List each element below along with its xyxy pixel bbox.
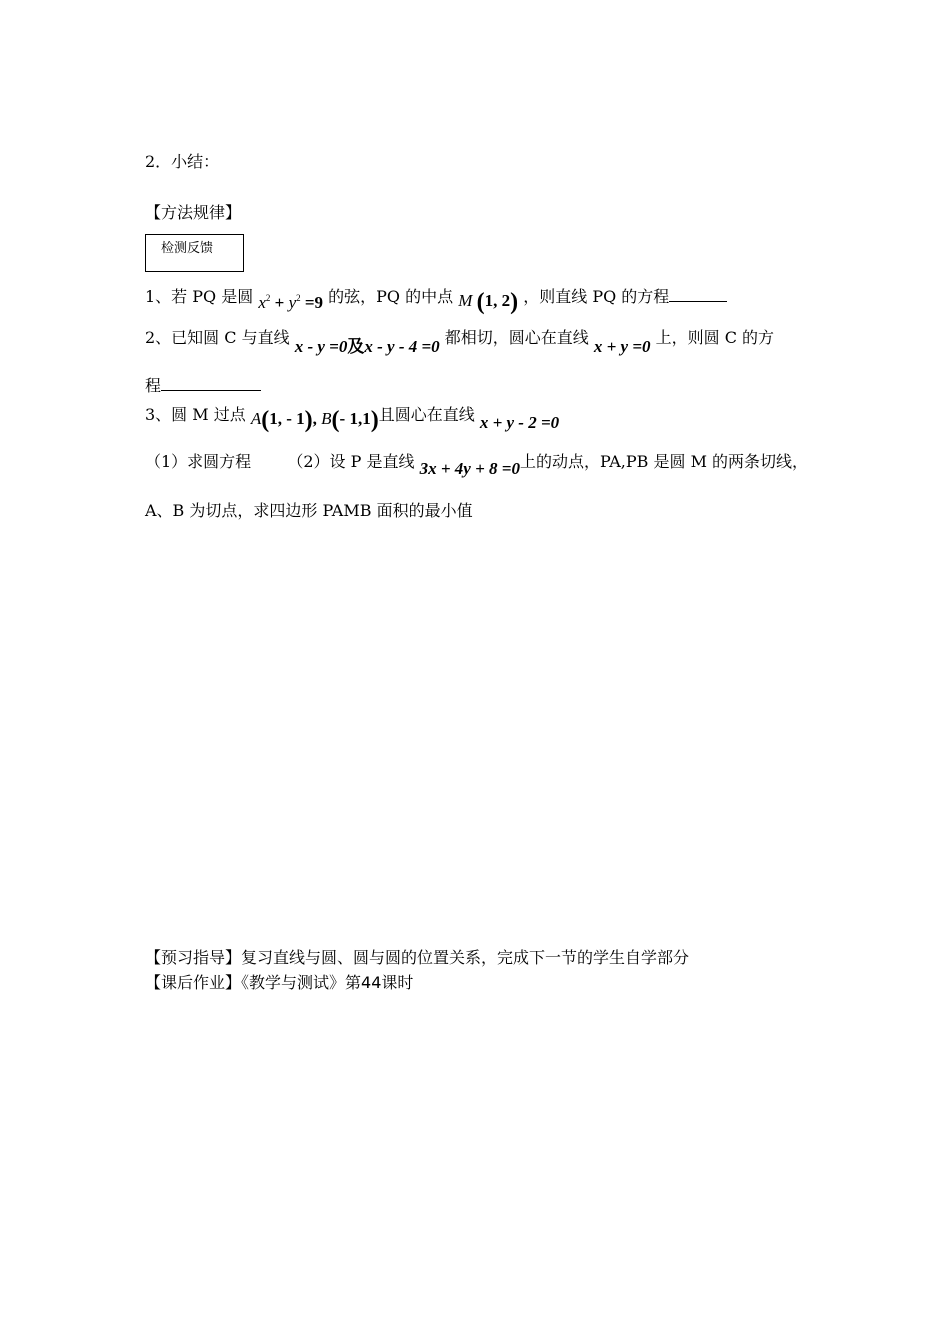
q2-eq2-text: x - y - 4 =0 (364, 337, 440, 356)
question-3 (145, 405, 560, 433)
q1-eq-x: x (258, 293, 266, 312)
q1-suffix: ，则直线 PQ 的方程 (523, 287, 670, 306)
q3-eq-text: x + y - 2 =0 (479, 413, 560, 432)
q3-pb-letter: B (321, 409, 332, 428)
q2-equation-2 (364, 337, 439, 357)
q3-part2-equation (420, 459, 520, 479)
q3-part2-eq-text: 3x + 4y + 8 =0 (419, 459, 520, 478)
q1-paren-close: ) (510, 289, 519, 315)
preview-text: 复习直线与圆、圆与圆的位置关系，完成下一节的学生自学部分 (241, 948, 690, 967)
question-2-continued (145, 376, 261, 396)
method-heading: 【方法规律】 (145, 203, 242, 222)
homework-text: 《教学与测试》第44课时 (241, 973, 414, 992)
preview-label: 【预习指导】 (145, 948, 242, 967)
q2-prefix: 2、已知圆 C 与直线 (145, 328, 290, 347)
q3-pb-coord: - 1,1 (339, 409, 371, 428)
question-1 (145, 282, 727, 315)
q3-prefix: 3、圆 M 过点 (145, 405, 246, 424)
feedback-box (145, 234, 244, 272)
q1-answer-blank[interactable] (669, 287, 727, 302)
q1-paren-open: ( (476, 289, 485, 315)
q2-equation-1 (295, 337, 348, 357)
q3-pb-open: ( (331, 407, 340, 433)
q3-pa-letter: A (250, 409, 262, 428)
question-3-subparts (145, 452, 809, 478)
q3-pa-close: ) (304, 407, 313, 433)
q3-comma: , (312, 409, 317, 428)
q3-point-a (250, 407, 379, 433)
q3-pa-coord: 1, - 1 (269, 409, 305, 428)
q3-part1: （1）求圆方程 (145, 452, 252, 471)
question-2 (145, 328, 775, 356)
q3-part2: （2）设 P 是直线 (287, 452, 415, 471)
q1-point-m-coord: 1, 2 (484, 291, 511, 310)
q1-equation (258, 288, 323, 313)
q1-eq-plus: + (270, 293, 289, 312)
question-3-line2: A、B 为切点，求四边形 PAMB 面积的最小值 (145, 501, 473, 520)
q1-point-m-letter: M (458, 291, 473, 310)
q2-answer-blank[interactable] (161, 376, 261, 391)
feedback-box-label: 检测反馈 (161, 241, 214, 256)
q3-pb-close: ) (370, 407, 379, 433)
q2-equation-3 (594, 337, 651, 357)
q1-eq-sup1: 2 (265, 293, 271, 303)
homework-label: 【课后作业】 (145, 973, 242, 992)
homework (145, 973, 413, 993)
q1-middle: 的弦，PQ 的中点 (328, 287, 454, 306)
q3-middle: 且圆心在直线 (378, 405, 475, 424)
q2-cont: 程 (145, 376, 162, 395)
q1-eq-rest: =9 (300, 293, 324, 312)
q2-eq3-text: x + y =0 (593, 337, 651, 356)
q1-eq-y: y (288, 293, 297, 312)
q1-eq-sup2: 2 (296, 293, 301, 303)
q3-equation (480, 413, 559, 433)
section-summary-heading: 2．小结： (145, 152, 220, 171)
q2-and: 及 (347, 337, 365, 356)
q1-prefix: 1、若 PQ 是圆 (145, 287, 254, 306)
q1-point-m (458, 289, 519, 315)
q3-part2-suffix: 上的动点，PA,PB 是圆 M 的两条切线， (519, 452, 809, 471)
q2-suffix: 上，则圆 C 的方 (655, 328, 775, 347)
q3-pa-open: ( (261, 407, 270, 433)
q2-eq1-text: x - y =0 (294, 337, 348, 356)
preview-guide (145, 948, 689, 968)
q2-middle: 都相切，圆心在直线 (444, 328, 589, 347)
